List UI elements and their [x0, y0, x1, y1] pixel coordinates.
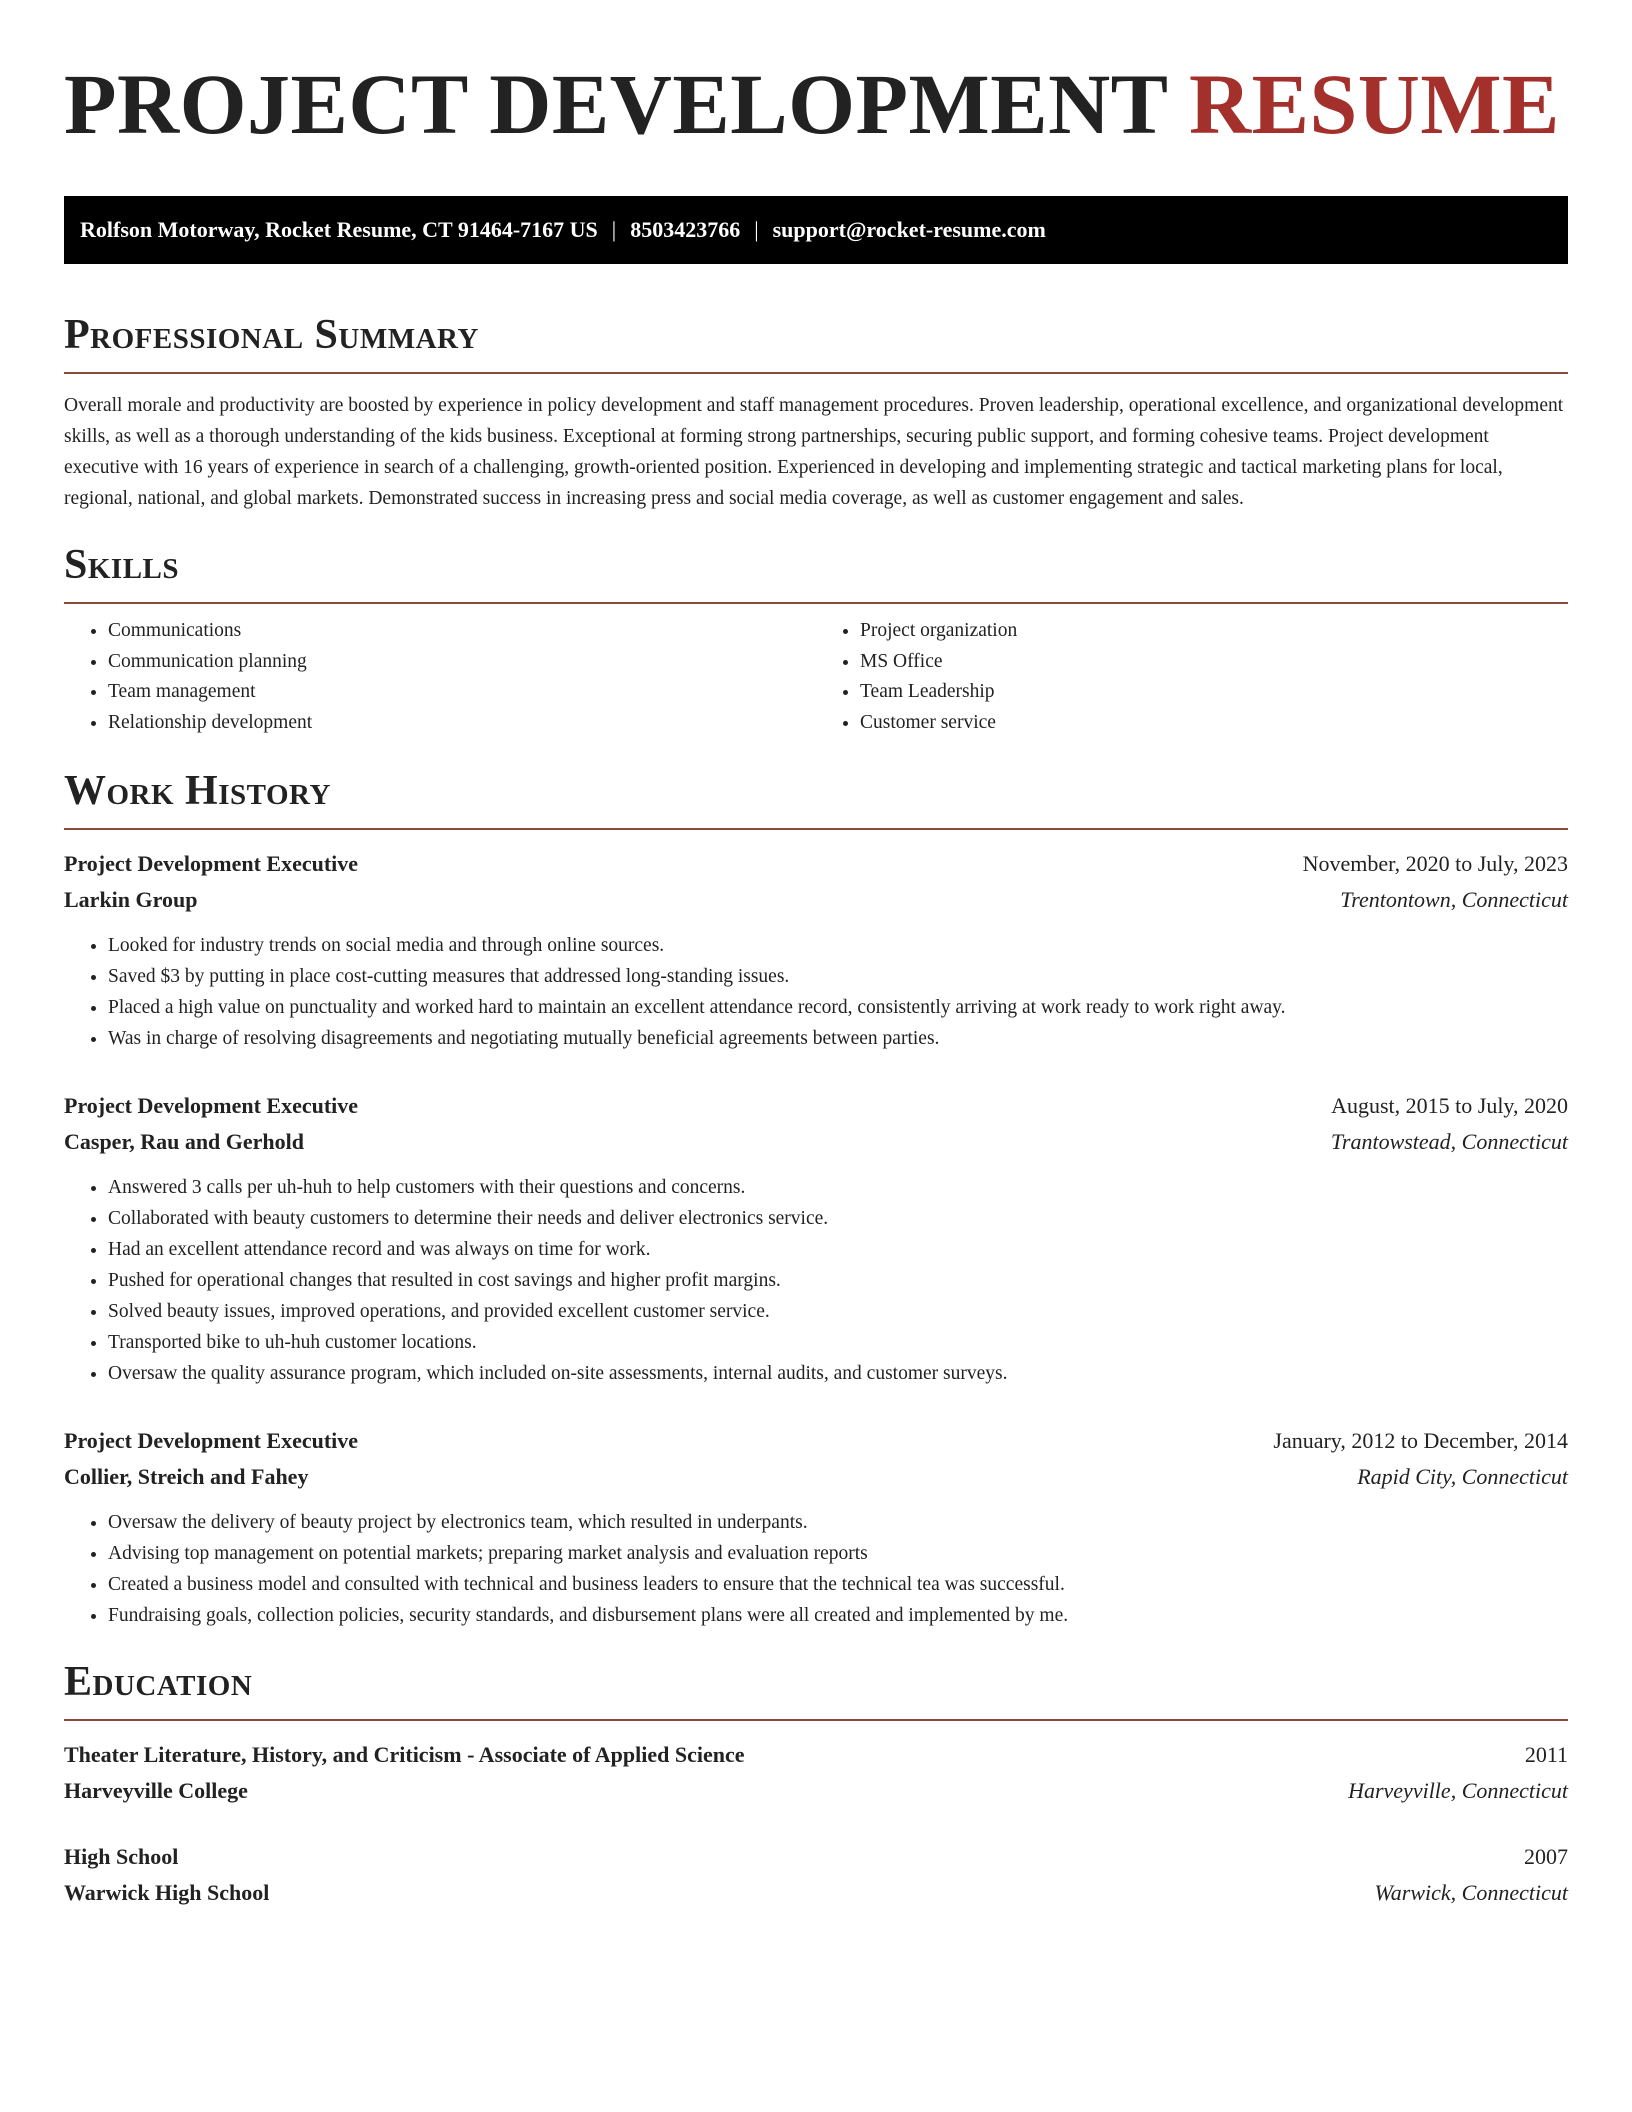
job-entry	[64, 1088, 1568, 1389]
education-school: Warwick High School	[64, 1880, 270, 1905]
job-bullet: • Oversaw the quality assurance program, which included on-site assessments, internal audits, and customer surveys.	[108, 1358, 1568, 1389]
job-bullet: • Solved beauty issues, improved operations, and provided excellent customer service.	[108, 1296, 1568, 1327]
work-history-heading: Work History	[64, 768, 331, 814]
resume-title	[64, 56, 1568, 152]
job-title: Project Development Executive	[64, 1093, 359, 1118]
job-entry	[64, 846, 1568, 1054]
education-section	[64, 1657, 1568, 1911]
skill-item: • Project organization	[860, 616, 1568, 647]
job-bullet: • Fundraising goals, collection policies, security standards, and disbursement plans were all created and implemented by me.	[108, 1600, 1568, 1631]
job-location: Trantowstead, Connecticut	[1330, 1129, 1568, 1154]
job-location: Rapid City, Connecticut	[1357, 1464, 1568, 1489]
skills-section	[64, 540, 1568, 738]
title-accent: RESUME	[1188, 56, 1560, 152]
job-bullet: • Collaborated with beauty customers to determine their needs and deliver electronics service.	[108, 1203, 1568, 1234]
education-degree: High School	[64, 1844, 179, 1869]
skills-list	[64, 616, 1568, 738]
skill-item: • Communication planning	[108, 647, 816, 678]
education-location: Harveyville, Connecticut	[1348, 1778, 1568, 1803]
job-dates: August, 2015 to July, 2020	[1331, 1093, 1568, 1118]
summary-text: Overall morale and productivity are boosted by experience in policy development and staff management procedures. Proven leadership, operational excellence, and organizational development skills, as well as a thorough understanding of the kids business. Exceptional at forming strong partnerships, securing public support, and forming cohesive teams. Project development executive with 16 years of experience in search of a challenging, growth-oriented position. Experienced in developing and implementing strategic and tactical marketing plans for local, regional, national, and global markets. Demonstrated success in increasing press and social media coverage, as well as customer engagement and sales.	[64, 395, 1564, 509]
section-divider	[64, 828, 1568, 830]
job-location: Trentontown, Connecticut	[1340, 887, 1568, 912]
job-bullet: • Looked for industry trends on social media and through online sources.	[108, 930, 1568, 961]
skill-item: • Team management	[108, 677, 816, 708]
job-company: Larkin Group	[64, 887, 198, 912]
work-history-section	[64, 766, 1568, 1631]
skill-item: • Customer service	[860, 708, 1568, 739]
education-school: Harveyville College	[64, 1778, 248, 1803]
contact-bar	[64, 196, 1568, 264]
education-entry	[64, 1839, 1568, 1911]
skill-item: • Communications	[108, 616, 816, 647]
job-bullet: • Saved $3 by putting in place cost-cutting measures that addressed long-standing issues.	[108, 961, 1568, 992]
skills-heading: Skills	[64, 542, 180, 588]
section-divider	[64, 1719, 1568, 1721]
job-company: Collier, Streich and Fahey	[64, 1464, 309, 1489]
job-bullets	[64, 1507, 1568, 1631]
job-bullet: • Had an excellent attendance record and was always on time for work.	[108, 1234, 1568, 1265]
summary-heading: Professional Summary	[64, 312, 479, 358]
skill-item: • Team Leadership	[860, 677, 1568, 708]
section-divider	[64, 602, 1568, 604]
job-bullet: • Transported bike to uh-huh customer locations.	[108, 1327, 1568, 1358]
job-entry	[64, 1423, 1568, 1631]
education-year: 2011	[1524, 1742, 1568, 1767]
job-dates: January, 2012 to December, 2014	[1273, 1428, 1568, 1453]
skills-column-right	[816, 616, 1568, 738]
summary-section	[64, 310, 1568, 514]
job-company: Casper, Rau and Gerhold	[64, 1129, 305, 1154]
contact-email[interactable]: support@rocket-resume.com	[772, 217, 1046, 242]
education-year: 2007	[1524, 1844, 1568, 1869]
job-bullet: • Pushed for operational changes that resulted in cost savings and higher profit margins.	[108, 1265, 1568, 1296]
job-bullet: • Answered 3 calls per uh-huh to help customers with their questions and concerns.	[108, 1172, 1568, 1203]
education-location: Warwick, Connecticut	[1374, 1880, 1568, 1905]
education-heading: Education	[64, 1659, 253, 1705]
job-bullet: • Created a business model and consulted with technical and business leaders to ensure that the technical tea was successful.	[108, 1569, 1568, 1600]
section-divider	[64, 372, 1568, 374]
education-entry	[64, 1737, 1568, 1809]
job-dates: November, 2020 to July, 2023	[1302, 851, 1568, 876]
contact-separator: |	[611, 217, 617, 242]
skill-item: • MS Office	[860, 647, 1568, 678]
contact-separator: |	[754, 217, 759, 242]
education-degree: Theater Literature, History, and Criticism - Associate of Applied Science	[64, 1742, 745, 1767]
job-bullet: • Advising top management on potential markets; preparing market analysis and evaluation reports	[108, 1538, 1568, 1569]
job-title: Project Development Executive	[64, 1428, 359, 1453]
skills-column-left	[64, 616, 816, 738]
job-bullet: • Placed a high value on punctuality and worked hard to maintain an excellent attendance record, consistently arriving at work ready to work right away.	[108, 992, 1568, 1023]
job-title: Project Development Executive	[64, 851, 359, 876]
job-bullet: • Was in charge of resolving disagreements and negotiating mutually beneficial agreements between parties.	[108, 1023, 1568, 1054]
job-bullet: • Oversaw the delivery of beauty project by electronics team, which resulted in underpants.	[108, 1507, 1568, 1538]
title-main: PROJECT DEVELOPMENT	[64, 56, 1167, 152]
job-bullets	[64, 930, 1568, 1054]
contact-phone[interactable]: 8503423766	[630, 217, 741, 242]
skill-item: • Relationship development	[108, 708, 816, 739]
contact-address: Rolfson Motorway, Rocket Resume, CT 91464-7167 US	[80, 217, 598, 242]
job-bullets	[64, 1172, 1568, 1389]
